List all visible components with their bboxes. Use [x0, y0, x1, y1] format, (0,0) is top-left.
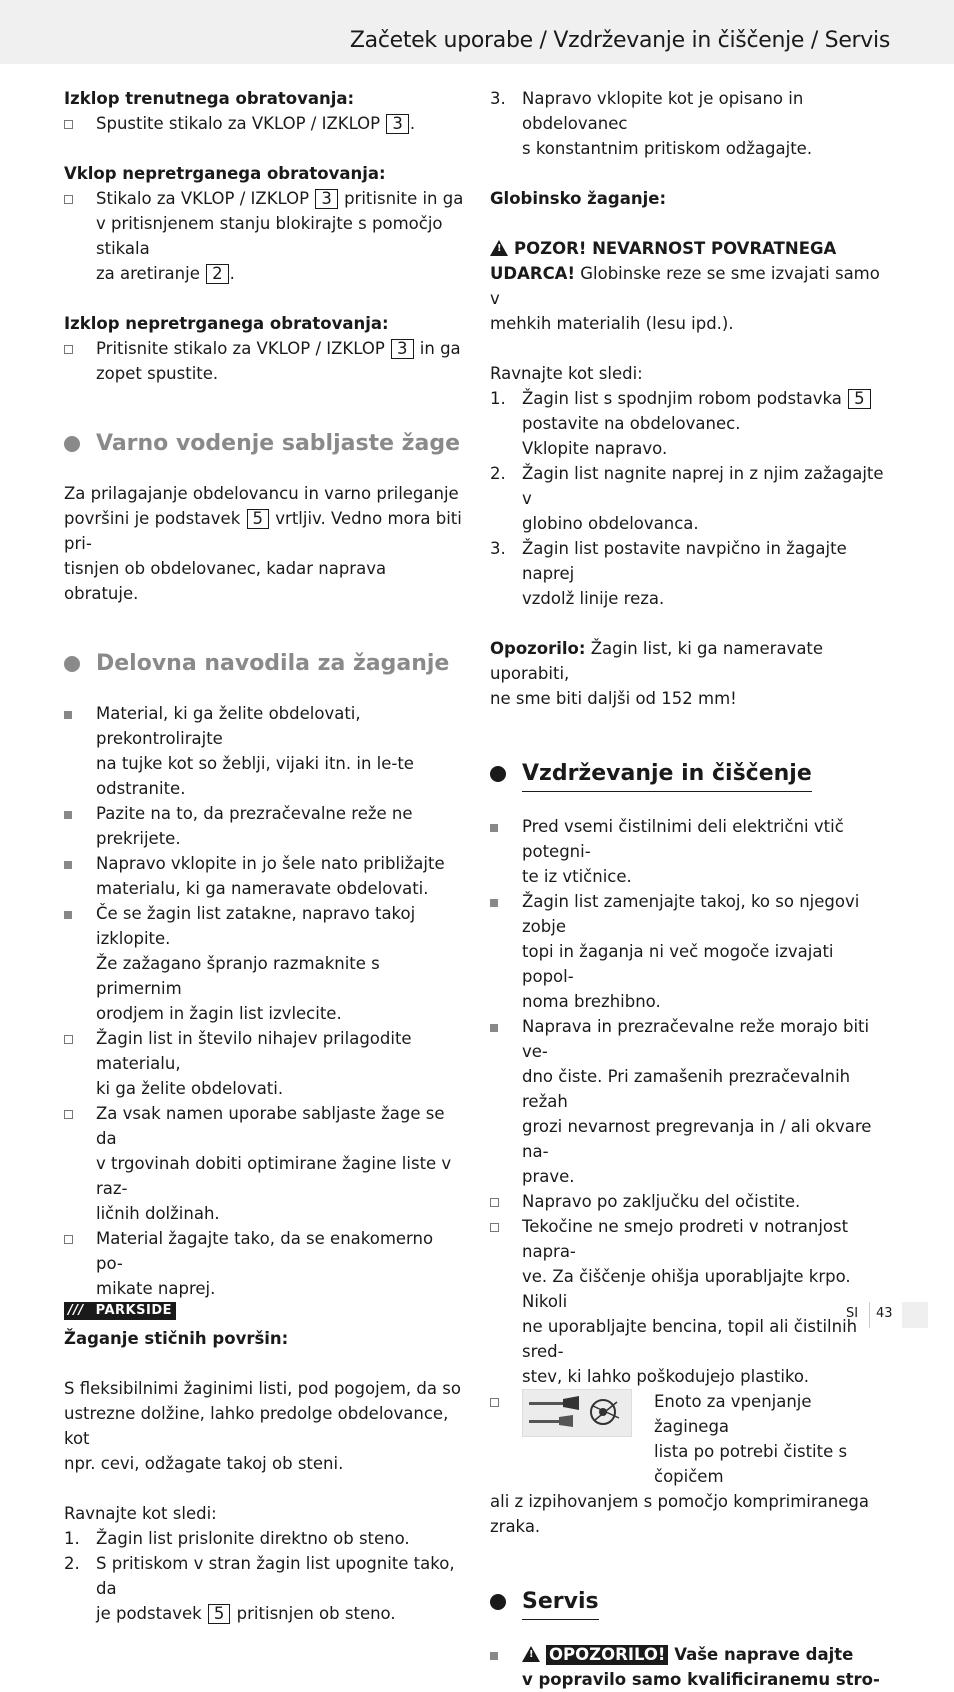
paragraph: Ravnajte kot sledi:: [64, 1504, 217, 1523]
list-item: Spustite stikalo za VKLOP / IZKLOP 3 .: [64, 111, 464, 136]
warning-badge: OPOZORILO!: [546, 1645, 668, 1665]
part-number-box: 5: [247, 509, 270, 529]
list-item: ! OPOZORILO! Vaše naprave dajte v popravilo samo kvalificiranemu stro-: [490, 1642, 890, 1692]
part-number-box: 5: [848, 389, 871, 409]
list-item: Žagin list zamenjajte takoj, ko so njegovi zobje topi in žaganja ni več mogoče izvajati popol- noma brezhibno.: [490, 889, 890, 1014]
brand-logo: /// PARKSIDE: [64, 1302, 176, 1320]
subheading-izklop-nepretrganega: Izklop nepretrganega obratovanja:: [64, 314, 389, 333]
list-item: Pritisnite stikalo za VKLOP / IZKLOP 3 in ga zopet spustite.: [64, 336, 464, 386]
section-heading-servis: Servis: [490, 1587, 890, 1620]
filled-square-bullet-icon: [490, 1652, 498, 1660]
subheading-zaganje-sticnih: Žaganje stičnih površin:: [64, 1329, 289, 1348]
open-square-bullet-icon: [64, 120, 73, 129]
note-paragraph: Opozorilo: Žagin list, ki ga nameravate uporabiti, ne sme biti daljši od 152 mm!: [490, 639, 824, 708]
list-item: Enoto za vpenjanje žaginega lista po potrebi čistite s čopičem ali z izpihovanjem s pomočjo komprimiranega zraka.: [490, 1389, 890, 1539]
warning-paragraph: ! POZOR! NEVARNOST POVRATNEGA UDARCA! Globinske reze se sme izvajati samo v mehkih materialih (lesu ipd.).: [490, 239, 880, 333]
list-item: Tekočine ne smejo prodreti v notranjost napra- ve. Za čiščenje ohišja uporabljajte krpo. Nikoli ne uporabljajte bencina, topil ali čistilnih sred- stev, ki lahko poškodujejo plastiko.: [490, 1214, 890, 1389]
list-item: Pred vsemi čistilnimi deli električni vtič potegni- te iz vtičnice.: [490, 814, 890, 889]
part-number-box: 2: [206, 264, 229, 284]
filled-square-bullet-icon: [490, 899, 498, 907]
bullet-dot-icon: [490, 766, 506, 782]
page-number: 43: [876, 1306, 893, 1321]
part-number-box: 3: [315, 189, 338, 209]
brush-illustration-icon: [522, 1389, 632, 1437]
right-column: [490, 86, 890, 1692]
left-column: [64, 86, 464, 1626]
list-item: Napravo po zaključku del očistite.: [490, 1189, 890, 1214]
section-heading-delovna-navodila: Delovna navodila za žaganje: [64, 649, 464, 679]
list-item: Žagin list in število nihajev prilagodite materialu, ki ga želite obdelovati.: [64, 1026, 464, 1101]
list-item: Za vsak namen uporabe sabljaste žage se da v trgovinah dobiti optimirane žagine liste v raz- ličnih dolžinah.: [64, 1101, 464, 1226]
numbered-item: 1. Žagin list s spodnjim robom podstavka 5 postavite na obdelovanec. Vklopite napravo.: [490, 386, 890, 461]
numbered-item: 3. Žagin list postavite navpično in žagajte naprej vzdolž linije reza.: [490, 539, 847, 608]
subheading-izklop-trenutnega: Izklop trenutnega obratovanja:: [64, 89, 355, 108]
paragraph: Ravnajte kot sledi:: [490, 364, 643, 383]
subheading-globinsko: Globinsko žaganje:: [490, 189, 667, 208]
open-square-bullet-icon: [64, 345, 73, 354]
list-item: Stikalo za VKLOP / IZKLOP 3 pritisnite in ga v pritisnjenem stanju blokirajte s pomočjo stikala za aretiranje 2 .: [64, 186, 464, 286]
paragraph: S fleksibilnimi žaginimi listi, pod pogojem, da so ustrezne dolžine, lahko predolge obdelovance, kot npr. cevi, odžagate takoj ob steni.: [64, 1379, 461, 1473]
list-item: Material, ki ga želite obdelovati, prekontrolirajte na tujke kot so žeblji, vijaki itn. in le-te odstranite.: [64, 701, 464, 801]
part-number-box: 5: [208, 1604, 231, 1624]
part-number-box: 3: [391, 339, 414, 359]
part-number-box: 3: [386, 114, 409, 134]
list-item: Naprava in prezračevalne reže morajo biti ve- dno čiste. Pri zamašenih prezračevalnih režah grozi nevarnost pregrevanja in / ali okvare na- prave.: [490, 1014, 890, 1189]
list-item: Če se žagin list zatakne, napravo takoj izklopite. Že zažagano špranjo razmaknite s primernim orodjem in žagin list izvlecite.: [64, 901, 464, 1026]
open-square-bullet-icon: [64, 195, 73, 204]
filled-square-bullet-icon: [490, 1024, 498, 1032]
bullet-dot-icon: [490, 1594, 506, 1610]
bullet-dot-icon: [64, 656, 80, 672]
open-square-bullet-icon: [64, 1110, 73, 1119]
open-square-bullet-icon: [490, 1198, 499, 1207]
filled-square-bullet-icon: [64, 911, 72, 919]
open-square-bullet-icon: [64, 1235, 73, 1244]
list-item: Napravo vklopite in jo šele nato približajte materialu, ki ga nameravate obdelovati.: [64, 851, 464, 901]
warning-triangle-icon: !: [522, 1646, 540, 1662]
numbered-item: 2. S pritiskom v stran žagin list upognite tako, da je podstavek 5 pritisnjen ob steno.: [64, 1554, 455, 1623]
open-square-bullet-icon: [490, 1223, 499, 1232]
open-square-bullet-icon: [64, 1035, 73, 1044]
filled-square-bullet-icon: [64, 811, 72, 819]
footer-divider: [869, 1302, 870, 1328]
open-square-bullet-icon: [490, 1398, 499, 1407]
page-title: Začetek uporabe / Vzdrževanje in čiščenje / Servis: [349, 28, 890, 53]
paragraph: Za prilagajanje obdelovancu in varno prileganje površini je podstavek 5 vrtljiv. Vedno mora biti pri- tisnjen ob obdelovanec, kadar naprava obratuje.: [64, 484, 462, 603]
section-heading-vzdrzevanje: Vzdrževanje in čiščenje: [490, 759, 890, 792]
list-item: Material žagajte tako, da se enakomerno po- mikate naprej.: [64, 1226, 464, 1301]
page-header: [0, 0, 954, 64]
bullet-dot-icon: [64, 436, 80, 452]
numbered-item: 2. Žagin list nagnite naprej in z njim zažagajte v globino obdelovanca.: [490, 464, 884, 533]
section-heading-varno-vodenje: Varno vodenje sabljaste žage: [64, 429, 464, 459]
language-code: SI: [846, 1306, 859, 1321]
warning-triangle-icon: !: [490, 240, 508, 256]
numbered-item: 3. Napravo vklopite kot je opisano in obdelovanec s konstantnim pritiskom odžagajte.: [490, 89, 813, 158]
list-item: Pazite na to, da prezračevalne reže ne prekrijete.: [64, 801, 464, 851]
filled-square-bullet-icon: [64, 861, 72, 869]
filled-square-bullet-icon: [64, 711, 72, 719]
numbered-item: 1. Žagin list prislonite direktno ob steno.: [64, 1529, 410, 1548]
footer-tab-marker: [902, 1302, 928, 1328]
filled-square-bullet-icon: [490, 824, 498, 832]
subheading-vklop-nepretrganega: Vklop nepretrganega obratovanja:: [64, 164, 386, 183]
